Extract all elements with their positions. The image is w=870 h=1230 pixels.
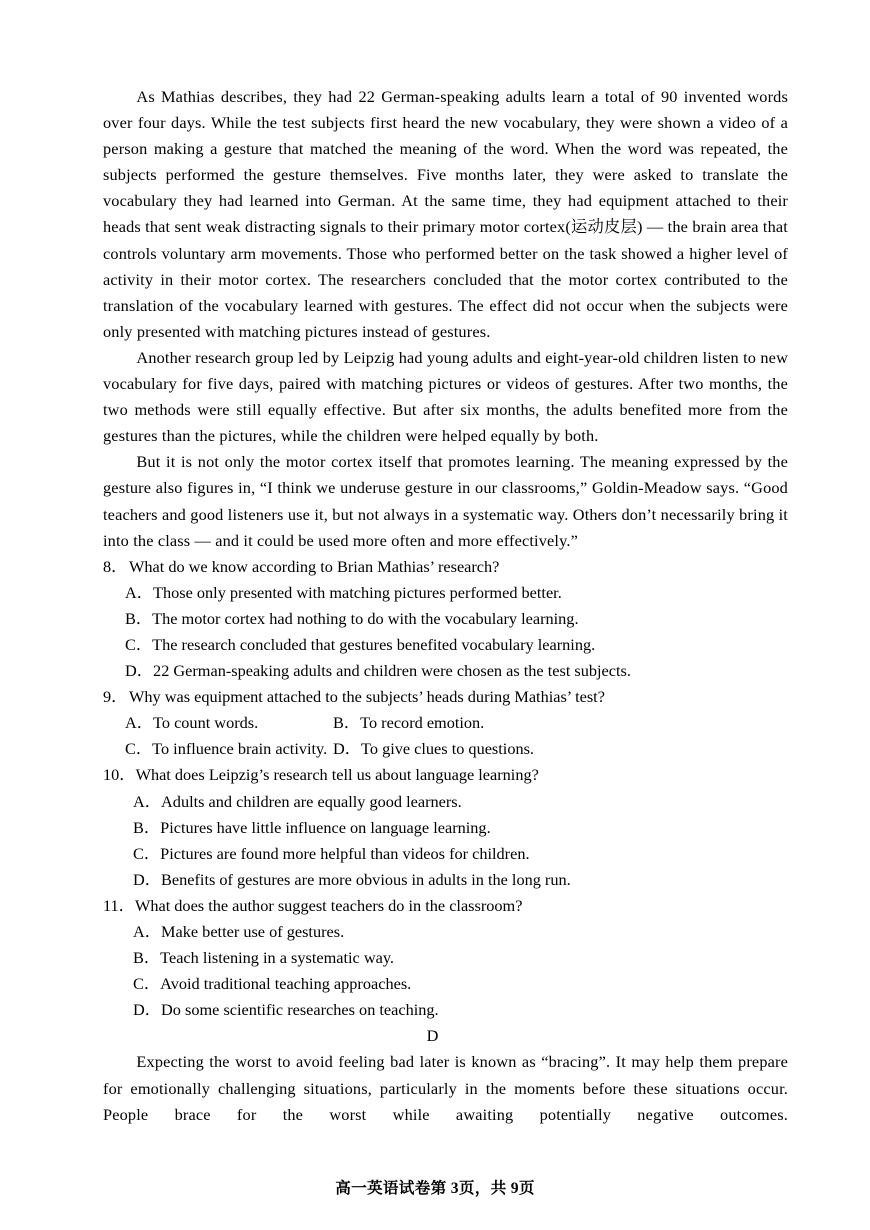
option-text: The research concluded that gestures benefited vocabulary learning. — [152, 634, 596, 654]
option-11-d[interactable] — [103, 997, 788, 1023]
question-block-8 — [103, 554, 788, 684]
question-block-10 — [103, 762, 788, 892]
option-letter: A． — [133, 922, 162, 941]
option-10-d[interactable] — [103, 867, 788, 893]
option-11-b[interactable] — [103, 945, 788, 971]
option-text: Avoid traditional teaching approaches. — [160, 974, 412, 994]
option-9-a[interactable] — [125, 710, 333, 736]
option-text: To record emotion. — [360, 713, 485, 733]
option-10-a[interactable] — [103, 789, 788, 815]
closing-paragraph: Expecting the worst to avoid feeling bad later is known as “bracing”. It may help them prepare for emotionally challenging situations, particularly in the moments before these situations occur. People brace for the worst while awaiting potentially negative outcomes. — [103, 1052, 788, 1124]
option-10-b[interactable] — [103, 815, 788, 841]
question-stem-10: 10．What does Leipzig’s research tell us about language learning? — [103, 762, 788, 788]
section-marker-d: D — [426, 1026, 439, 1046]
option-row-cd — [103, 736, 788, 762]
option-row-ab — [103, 710, 788, 736]
option-letter: C． — [133, 974, 161, 994]
option-letter: B． — [133, 948, 161, 968]
option-text: To give clues to questions. — [361, 739, 535, 759]
body-paragraph-2: Another research group led by Leipzig had young adults and eight-year-old children listen to new vocabulary for five days, paired with matching pictures or videos of gestures. After two months, the two methods were still equally effective. But after six months, the adults benefited more from the gestures than the pictures, while the children were helped equally by both. — [103, 347, 788, 446]
option-10-c[interactable] — [103, 841, 788, 867]
option-letter: D． — [133, 869, 162, 889]
option-letter: B． — [333, 713, 361, 733]
body-paragraph-3: But it is not only the motor cortex itself that promotes learning. The meaning expressed by the gesture also figures in, “I think we underuse gesture in our classrooms,” Goldin-Meadow says. “Good teachers and good listeners use it, but not always in a systematic way. Others don’t necessarily bring it into the class — and it could be used more often and more effectively.” — [103, 452, 788, 550]
option-letter: C． — [133, 843, 161, 863]
option-text: Pictures are found more helpful than videos for children. — [160, 843, 530, 863]
option-letter: B． — [133, 817, 161, 837]
option-11-c[interactable] — [103, 971, 788, 997]
question-stem-8: 8．What do we know according to Brian Mathias’ research? — [103, 554, 788, 580]
question-number-9: 9． — [103, 687, 128, 707]
option-text: 22 German-speaking adults and children were chosen as the test subjects. — [153, 661, 631, 681]
option-letter: C． — [125, 739, 153, 759]
option-list-9 — [103, 710, 788, 762]
option-text: The motor cortex had nothing to do with the vocabulary learning. — [152, 608, 579, 628]
page-footer: 高一英语试卷第 3页，共 9页 — [335, 1180, 535, 1197]
option-letter: D． — [125, 661, 154, 681]
option-letter: B． — [125, 608, 153, 628]
option-text: Do some scientific researches on teaching. — [161, 1000, 439, 1020]
option-letter: A． — [125, 582, 154, 602]
option-letter: C． — [125, 634, 153, 654]
page-content — [103, 84, 788, 1128]
question-number-11: 11． — [103, 895, 135, 915]
option-8-a[interactable] — [103, 580, 788, 606]
option-9-d[interactable] — [333, 736, 534, 762]
question-number-10: 10． — [103, 765, 136, 785]
option-text: To count words. — [153, 713, 259, 733]
option-text: Pictures have little influence on language learning. — [160, 817, 491, 837]
body-paragraph-1: As Mathias describes, they had 22 German-speaking adults learn a total of 90 invented words over four days. While the test subjects first heard the new vocabulary, they were shown a video of a person making a gesture that matched the meaning of the word. When the word was repeated, the subjects performed the gesture themselves. Five months later, they were asked to translate the vocabulary they had learned into German. At the same time, they had equipment attached to their heads that sent weak distracting signals to their primary motor cortex(运动皮层) — the brain area that controls voluntary arm movements. Those who performed better on the task showed a higher level of activity in their motor cortex. The researchers concluded that the motor cortex contributed to the translation of the vocabulary learned with gestures. The effect did not occur when the subjects were only presented with matching pictures instead of gestures. — [103, 87, 788, 341]
option-text: Adults and children are equally good learners. — [161, 791, 462, 811]
option-list-8 — [103, 580, 788, 684]
option-letter: A． — [125, 713, 154, 733]
option-list-10 — [103, 789, 788, 893]
option-8-d[interactable] — [103, 658, 788, 684]
option-9-b[interactable] — [333, 710, 484, 736]
option-text: Teach listening in a systematic way. — [160, 948, 394, 968]
option-9-c[interactable] — [125, 736, 333, 762]
question-stem-9: 9．Why was equipment attached to the subjects’ heads during Mathias’ test? — [103, 684, 788, 710]
option-text: To influence brain activity. — [152, 739, 328, 759]
question-block-9 — [103, 684, 788, 762]
option-letter: D． — [333, 739, 362, 759]
option-list-11 — [103, 919, 788, 1023]
option-letter: A． — [133, 791, 162, 811]
question-number-8: 8． — [103, 556, 128, 576]
option-8-c[interactable] — [103, 632, 788, 658]
question-stem-11: 11．What does the author suggest teachers do in the classroom? — [103, 893, 788, 919]
option-8-b[interactable] — [103, 606, 788, 632]
option-text: Make better use of gestures. — [161, 922, 345, 941]
question-block-11 — [103, 893, 788, 1023]
option-text: Benefits of gestures are more obvious in adults in the long run. — [161, 869, 571, 889]
option-11-a[interactable] — [103, 919, 788, 945]
option-text: Those only presented with matching pictures performed better. — [153, 582, 562, 602]
option-letter: D． — [133, 1000, 162, 1020]
